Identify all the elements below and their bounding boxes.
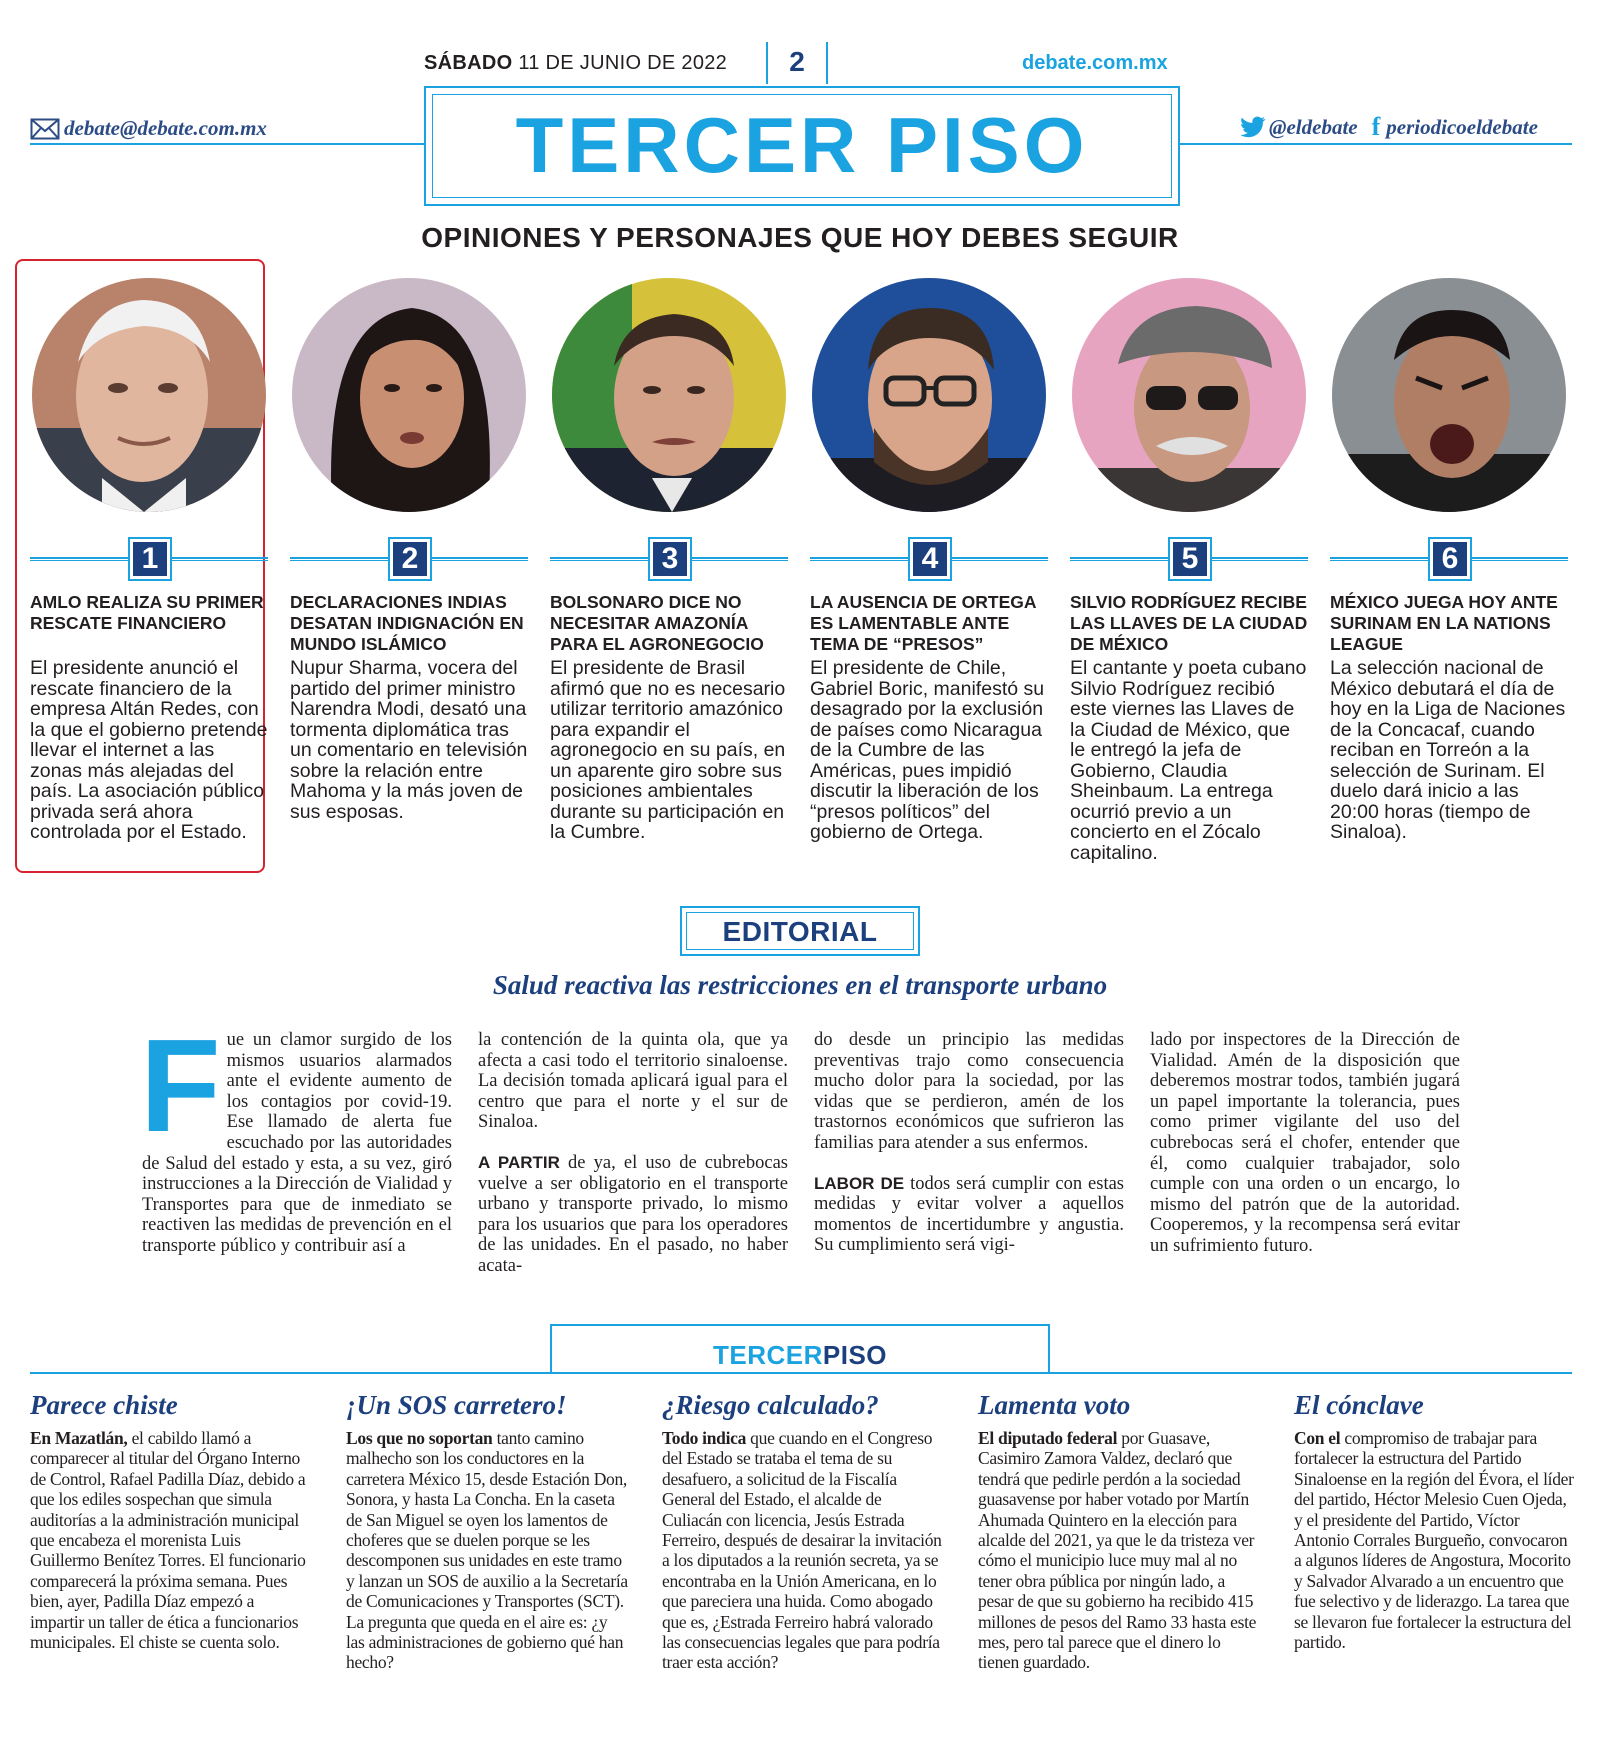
person-photo-6 bbox=[1332, 278, 1566, 512]
section-title: TERCER PISO bbox=[515, 101, 1089, 189]
story-text-3: El presidente de Brasil afirmó que no es necesario utilizar territorio amazónico para expandir el agronegocio en su país, en un aparente giro sobre sus posiciones ambientales durante su participación en la Cumbre. bbox=[550, 657, 786, 843]
story-text-2: Nupur Sharma, vocera del partido del primer ministro Narendra Modi, desató una tormenta diplomática tras un comentario en televisión sobre la relación entre Mahoma y la más joven de sus esposas. bbox=[290, 657, 528, 823]
column-riesgo-calculado bbox=[662, 1388, 944, 1673]
envelope-icon bbox=[30, 118, 60, 140]
story-text-6: La selección nacional de México debutará el día de hoy en la Liga de Naciones de la Concacaf, cuando reciban en Torreón a la selección de Surinam. El duelo dará inicio a las 20:00 horas (tiempo de Sinaloa). bbox=[1330, 657, 1566, 843]
column-title: ¿Riesgo calculado? bbox=[662, 1390, 879, 1420]
editorial-column-4: lado por inspectores de la Dirección de Vialidad. Amén de la disposición que deberemos mostrar todos, también jugará un papel importante la tolerancia, pues como primer vigilante del uso del cubrebocas será el chofer, entender que él, como cualquier trabajador, solo cumple con una orden o un encargo, lo mismo del patrón que de la autoridad. Cooperemos, y la recompensa será evitar un sufrimiento futuro. bbox=[1150, 1030, 1460, 1256]
editorial-title: Salud reactiva las restricciones en el transporte urbano bbox=[492, 970, 1108, 1000]
story-text-4: El presidente de Chile, Gabriel Boric, manifestó su desagrado por la exclusión de países como Nicaragua de la Cumbre de las Américas, pues impidió discutir la liberación de los “presos políticos” del gobierno de Ortega. bbox=[810, 657, 1045, 843]
story-headline-2: DECLARACIONES INDIAS DESATAN INDIGNACIÓN EN MUNDO ISLÁMICO bbox=[290, 592, 524, 654]
masthead-rule-right bbox=[1180, 143, 1572, 145]
story-number-6: 6 bbox=[1430, 539, 1470, 579]
person-photo-3 bbox=[552, 278, 786, 512]
story-number-3: 3 bbox=[650, 539, 690, 579]
story-number-5: 5 bbox=[1170, 539, 1210, 579]
column-title: El cónclave bbox=[1294, 1390, 1424, 1420]
editorial-label: EDITORIAL bbox=[686, 912, 914, 950]
editorial-column-2: la contención de la quinta ola, que ya afecta a casi todo el territorio sinaloense. La decisión tomada aplicará igual para el centro que para el norte y el sur de Sinaloa. A PARTIR de ya, el uso de cubrebocas vuelve a ser obligatorio en el transporte urbano y transporte privado, lo mismo para los usuarios que para los operadores de las unidades. En el pasado, no haber acata- bbox=[478, 1030, 789, 1276]
person-photo-2 bbox=[292, 278, 526, 512]
story-text-5: El cantante y poeta cubano Silvio Rodríguez recibió este viernes las Llaves de la Ciudad de México, que le entregó la jefa de Gobierno, Claudia Sheinbaum. La entrega ocurrió previo a un concierto en el Zócalo capitalino. bbox=[1070, 657, 1307, 864]
story-number-1: 1 bbox=[130, 539, 170, 579]
column-title: Lamenta voto bbox=[978, 1390, 1131, 1420]
column-text: Con el compromiso de trabajar para fortalecer la estructura del Partido Sinaloense en la región del Évora, el líder del partido, Héctor Melesio Cuen Ojeda, y el presidente del Partido, Víctor Antonio Corrales Burgueño, convocaron a algunos líderes de Angostura, Mocorito y Salvador Alvarado a un encuentro que fue selectivo y de liderazgo. La tarea que se llevaron fue fortalecer la estructura del partido. bbox=[1294, 1428, 1574, 1653]
story-headline-6: MÉXICO JUEGA HOY ANTE SURINAM EN LA NATIONS LEAGUE bbox=[1330, 592, 1558, 654]
editorial-label-box bbox=[680, 906, 920, 956]
column-sos-carretero bbox=[346, 1388, 628, 1673]
person-photo-5 bbox=[1072, 278, 1306, 512]
issue-date: SÁBADO 11 DE JUNIO DE 2022 bbox=[424, 52, 728, 74]
column-text: El diputado federal por Guasave, Casimiro Zamora Valdez, declaró que tendrá que pedirle perdón a la sociedad guasavense por haber votado por Martín Ahumada Quintero en la elección para alcalde del 2021, ya que le da tristeza ver cómo el municipio luce muy mal al no tener obra pública por ningún lado, a pesar de que su gobierno ha recibido 415 millones de pesos del Ramo 33 hasta este mes, pero tal parece que el dinero lo tienen guardado. bbox=[978, 1428, 1257, 1673]
column-text: Los que no soportan tanto camino malhecho son los conductores en la carretera México 15, desde Estación Don, Sonora, y hasta La Concha. En la caseta de San Miguel se oyen los lamentos de choferes que se duelen porque se les descomponen sus unidades en este tramo y lanzan un SOS de auxilio a la Secretaría de Comunicaciones y Transportes (SCT). La pregunta que queda en el aire es: ¿y las administraciones de gobierno qué han hecho? bbox=[346, 1428, 628, 1673]
section-subtitle: OPINIONES Y PERSONAJES QUE HOY DEBES SEGUIR bbox=[421, 222, 1179, 253]
tercer-piso-label: TERCERPISO bbox=[712, 1340, 888, 1370]
site-link[interactable]: debate.com.mx bbox=[1022, 52, 1168, 74]
page-number-box bbox=[766, 42, 828, 84]
story-number-4: 4 bbox=[910, 539, 950, 579]
editorial-dropcap: F bbox=[140, 1012, 221, 1159]
column-text: Todo indica que cuando en el Congreso del Estado se trataba el tema de su desafuero, a solicitud de la Fiscalía General del Estado, el alcalde de Culiacán con licencia, Jesús Estrada Ferreiro, después de desairar la invitación a los diputados a la reunión secreta, ya se encontraba en la Unión Americana, en lo que pareciera una huida. Como abogado que es, ¿Estrada Ferreiro habrá valorado las consecuencias legales que para podría traer esta acción? bbox=[662, 1428, 942, 1673]
story-headline-5: SILVIO RODRÍGUEZ RECIBE LAS LLAVES DE LA CIUDAD DE MÉXICO bbox=[1070, 592, 1308, 654]
social-links bbox=[1240, 112, 1538, 142]
twitter-bird-icon bbox=[1240, 116, 1266, 138]
column-title: Parece chiste bbox=[30, 1390, 178, 1420]
column-lamenta-voto bbox=[978, 1388, 1260, 1673]
story-headline-4: LA AUSENCIA DE ORTEGA ES LAMENTABLE ANTE TEMA DE “PRESOS” bbox=[810, 592, 1036, 654]
facebook-icon: f bbox=[1371, 112, 1381, 141]
twitter-link[interactable]: @eldebate bbox=[1240, 115, 1358, 140]
column-title: ¡Un SOS carretero! bbox=[346, 1390, 567, 1420]
editorial-column-1: Fue un clamor surgido de los mismos usuarios alarmados ante el evidente aumento de los contagios por covid-19. Ese llamado de alerta fue escuchado por las autoridades de Salud del estado y esta, a su vez, giró instrucciones a la Dirección de Vialidad y Transportes para que de inmediato se reactiven las medidas de prevención en el transporte público y contribuir así a bbox=[140, 1012, 452, 1256]
contact-email[interactable]: debate@debate.com.mx bbox=[30, 116, 267, 141]
facebook-link[interactable]: f periodicoeldebate bbox=[1371, 112, 1538, 141]
story-headline-1: AMLO REALIZA SU PRIMER RESCATE FINANCIERO bbox=[30, 592, 264, 633]
tercer-piso-rule bbox=[30, 1372, 1572, 1374]
editorial-column-3: do desde un principio las medidas preventivas trajo como consecuencia mucho dolor para la sociedad, por las vidas que se perdieron, amén de los trastornos económicos que sufrieron las familias para atender a sus enfermos. LABOR DE todos será cumplir con estas medidas y evitar volver a aquellos momentos de incertidumbre y angustia. Su cumplimiento será vigi- bbox=[814, 1030, 1125, 1256]
story-text-1: El presidente anunció el rescate financiero de la empresa Altán Redes, con la que el gobierno pretende llevar el internet a las zonas más alejadas del país. La asociación público privada será ahora controlada por el Estado. bbox=[30, 657, 268, 843]
person-photo-1 bbox=[32, 278, 266, 512]
page-number: 2 bbox=[789, 46, 805, 77]
story-number-2: 2 bbox=[390, 539, 430, 579]
story-headline-3: BOLSONARO DICE NO NECESITAR AMAZONÍA PARA EL AGRONEGOCIO bbox=[550, 592, 764, 654]
person-photo-4 bbox=[812, 278, 1046, 512]
column-el-conclave bbox=[1294, 1388, 1576, 1652]
masthead-rule-left bbox=[30, 143, 424, 145]
column-text: En Mazatlán, el cabildo llamó a comparecer al titular del Órgano Interno de Control, Rafael Padilla Díaz, debido a que los ediles sospechan que simula auditorías a la administración municipal que encabeza el morenista Luis Guillermo Benítez Torres. El funcionario comparecerá la próxima semana. Pues bien, ayer, Padilla Díaz empezó a impartir un taller de ética a funcionarios municipales. El chiste se cuenta solo. bbox=[30, 1428, 306, 1653]
section-title-box bbox=[424, 86, 1180, 206]
column-parece-chiste bbox=[30, 1388, 312, 1652]
